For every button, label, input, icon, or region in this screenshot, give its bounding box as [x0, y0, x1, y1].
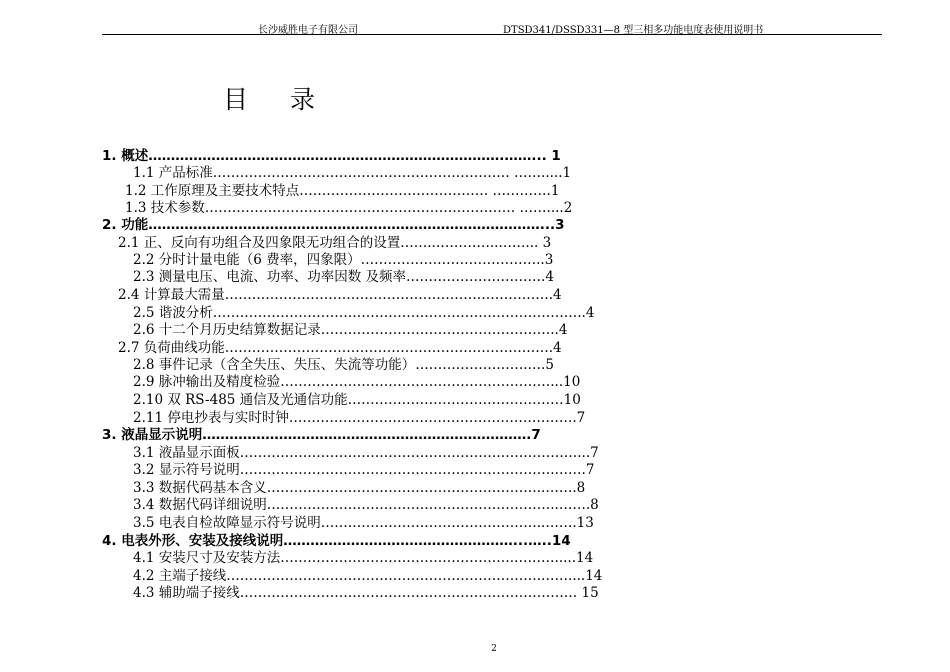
toc-entry-2-10[interactable]: 2.10 双 RS-485 通信及光通信功能…………………………………………10: [133, 392, 581, 408]
toc-entry-3-3[interactable]: 3.3 数据代码基本含义……………………………………………………..…….8: [133, 480, 586, 496]
page-number: 2: [491, 644, 497, 654]
toc-entry-1-1[interactable]: 1.1 产品标准………………………………………………………… …….....1: [133, 165, 572, 181]
toc-entry-3-5[interactable]: 3.5 电表自检故障显示符号说明…………………………………………..…….13: [133, 515, 594, 531]
toc-entry-1-2[interactable]: 1.2 工作原理及主要技术特点…………………………………… ………….1: [125, 183, 560, 199]
toc-entry-4-3[interactable]: 4.3 辅助端子接线………………………………………………………………… 15: [133, 585, 599, 601]
header-rule: [102, 34, 882, 35]
toc-title: 目录: [223, 85, 358, 114]
toc-entry-2-8[interactable]: 2.8 事件记录（含全失压、失压、失流等功能）…………………….….5: [133, 357, 554, 373]
header-doc-title: DTSD341/DSSD331—8 型三相多功能电度表使用说明书: [503, 25, 764, 36]
toc-entry-2[interactable]: 2. 功能……………………………………………………………………………...3: [102, 217, 565, 233]
toc-entry-3[interactable]: 3. 液晶显示说明……………………………………………………………….7: [102, 427, 541, 443]
toc-entry-2-5[interactable]: 2.5 谐波分析………………………………………………………………………..4: [133, 305, 595, 321]
toc-entry-2-9[interactable]: 2.9 脉冲输出及精度检验……………………………………………………...10: [133, 374, 581, 390]
toc-entry-4[interactable]: 4. 电表外形、安装及接线说明……………………………………………...…..14: [102, 533, 571, 549]
toc-entry-2-7[interactable]: 2.7 负荷曲线功能……………………………………………………………….4: [118, 340, 562, 356]
toc-entry-2-2[interactable]: 2.2 分时计量电能（6 费率，四象限）…………………………………..3: [133, 252, 554, 268]
toc-entry-2-3[interactable]: 2.3 测量电压、电流、功率、功率因数 及频率………………………….4: [133, 269, 554, 285]
toc-entry-4-2[interactable]: 4.2 主端子接线…………………………………………………………….……....14: [133, 568, 603, 584]
toc-entry-2-6[interactable]: 2.6 十二个月历史结算数据记录……………………………………………..4: [133, 322, 568, 338]
toc-entry-4-1[interactable]: 4.1 安装尺寸及安装方法…………………………………………….……….....14: [133, 550, 594, 566]
toc-entry-1-3[interactable]: 1.3 技术参数…………………………………………………………… ……....2: [125, 200, 573, 216]
toc-entry-3-1[interactable]: 3.1 液晶显示面板…………………………………………………………………...7: [133, 445, 599, 461]
header-company: 长沙威胜电子有限公司: [258, 25, 358, 36]
toc-entry-3-4[interactable]: 3.4 数据代码详细说明………………………………………………………..…….8: [133, 497, 599, 513]
toc-entry-3-2[interactable]: 3.2 显示符号说明…………………………………………………………….…….7: [133, 462, 595, 478]
toc-entry-2-4[interactable]: 2.4 计算最大需量……………………………………………………………….4: [118, 287, 562, 303]
toc-entry-1[interactable]: 1. 概述…………………………………………………………………….……... 1: [102, 148, 561, 164]
toc-entry-2-11[interactable]: 2.11 停电抄表与实时时钟……………………………………………………….7: [133, 410, 586, 426]
toc-entry-2-1[interactable]: 2.1 正、反向有功组合及四象限无功组合的设置……..…………..……... 3: [118, 235, 552, 251]
